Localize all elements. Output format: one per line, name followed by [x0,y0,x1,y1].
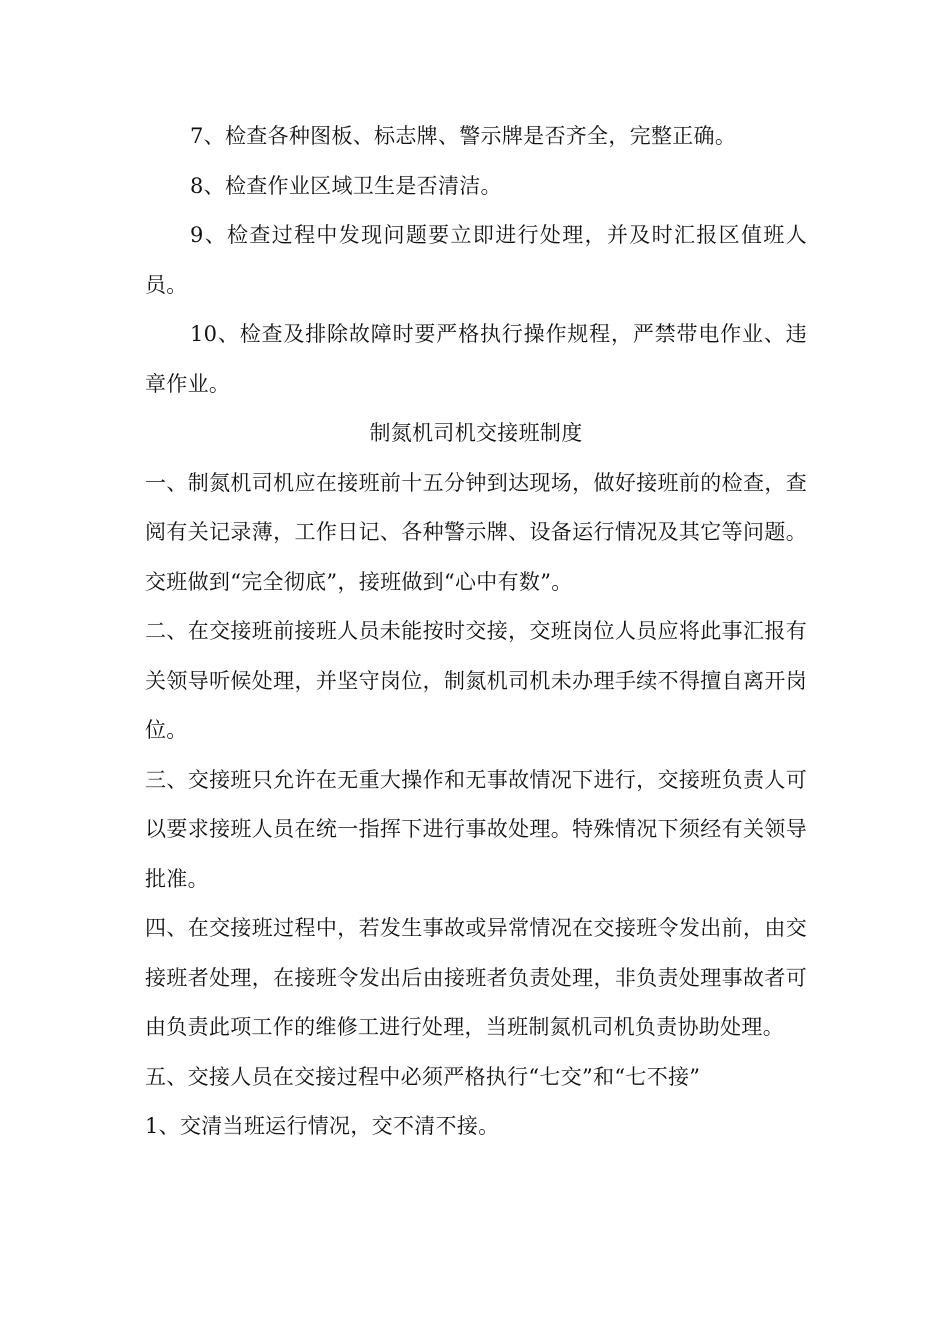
paragraph-item-8: 8、检查作业区域卫生是否清洁。 [190,173,502,198]
rule-paragraph-2: 二、在交接班前接班人员未能按时交接，交班岗位人员应将此事汇报有关领导听候处理，并坚守岗位，制氮机司机未办理手续不得擅自离开岗位。 [145,619,807,742]
section-title: 制氮机司机交接班制度 [369,421,583,445]
rule-paragraph-1: 一、制氮机司机应在接班前十五分钟到达现场，做好接班前的检查，查阅有关记录薄，工作日记、各种警示牌、设备运行情况及其它等问题。交班做到“完全彻底”，接班做到“心中有数”。 [145,470,807,594]
document-body [145,112,807,1152]
paragraph-item-9: 9、检查过程中发现问题要立即进行处理，并及时汇报区值班人员。 [145,223,807,297]
paragraph-item-7: 7、检查各种图板、标志牌、警示牌是否齐全，完整正确。 [190,124,737,148]
rule-paragraph-3: 三、交接班只允许在无重大操作和无事故情况下进行，交接班负责人可以要求接班人员在统一指挥下进行事故处理。特殊情况下须经有关领导批准。 [145,767,807,891]
rule-paragraph-4: 四、在交接班过程中，若发生事故或异常情况在交接班令发出前，由交接班者处理，在接班令发出后由接班者负责处理，非负责处理事故者可由负责此项工作的维修工进行处理，当班制氮机司机负责协助处理。 [145,916,807,1039]
paragraph-item-10: 10、检查及排除故障时要严格执行操作规程，严禁带电作业、违章作业。 [145,322,807,396]
rule-subitem-1: 1、交清当班运行情况，交不清不接。 [145,1114,500,1138]
rule-paragraph-5: 五、交接人员在交接过程中必须严格执行“七交”和“七不接” [145,1064,701,1089]
